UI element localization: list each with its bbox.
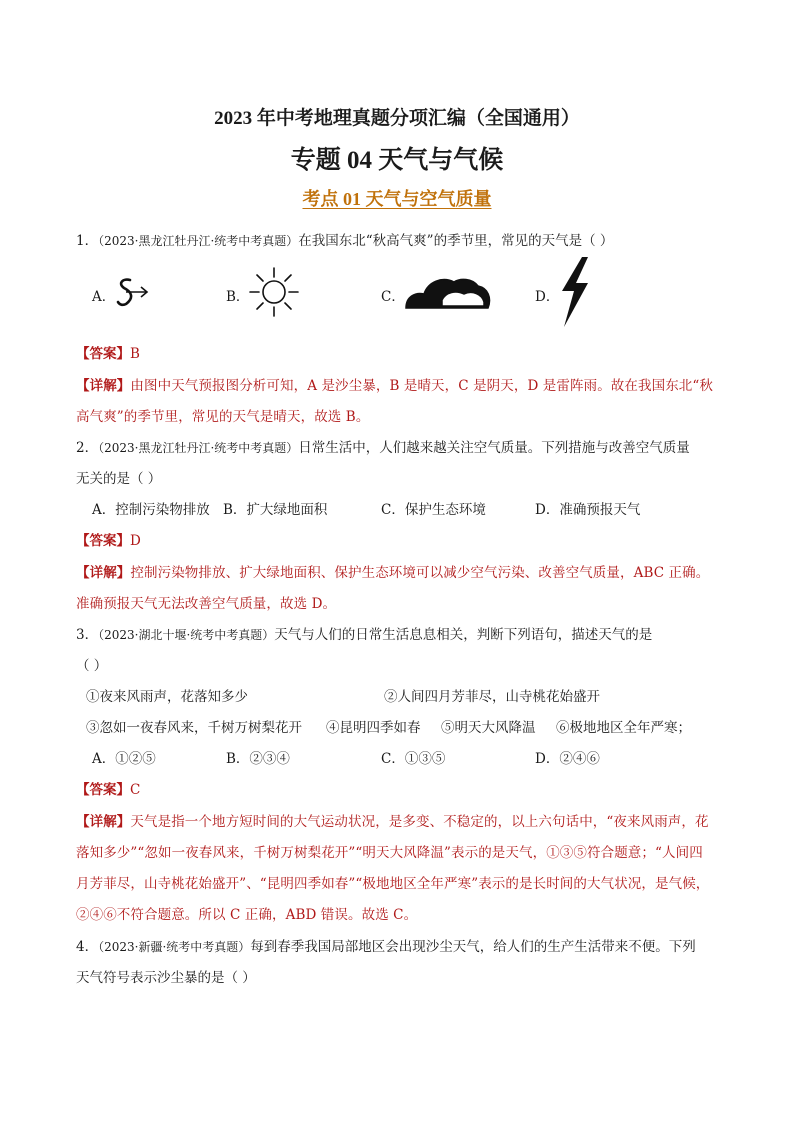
q3-item-2: ②人间四月芳菲尽，山寺桃花始盛开: [384, 689, 600, 705]
detail-text: 天气是指一个地方短时间的大气运动状况，是多变、不稳定的，以上六句话中，“夜来风雨声，花: [130, 814, 709, 830]
question-stem: 每到春季我国局部地区会出现沙尘天气，给人们的生产生活带来不便。下列: [250, 939, 696, 955]
answer-value: B: [130, 346, 140, 362]
q3-option-c: C．①③⑤: [381, 751, 446, 767]
document-title: 2023 年中考地理真题分项汇编（全国通用）: [214, 108, 580, 129]
topic-title: 专题 04 天气与气候: [290, 147, 504, 174]
question-number: 2．: [76, 440, 99, 456]
q2-option-d: D．准确预报天气: [535, 502, 641, 518]
answer-label: 【答案】: [76, 533, 130, 549]
question-source: （2023·黑龙江牡丹江·统考中考真题）: [98, 441, 299, 455]
detail-2-line-2: 准确预报天气无法改善空气质量，故选 D。: [76, 596, 337, 612]
option-c-label: C．: [381, 289, 405, 305]
q3-item-4: ④昆明四季如春: [326, 720, 421, 736]
question-source: （2023·湖北十堰·统考中考真题）: [98, 628, 275, 642]
question-source: （2023·新疆·统考中考真题）: [98, 940, 251, 954]
q3-option-b: B．②③④: [226, 751, 290, 767]
detail-3-line-2: 落知多少”“忽如一夜春风来，千树万树梨花开”“明天大风降温”表示的是天气，①③⑤符合题意；“人间四: [76, 845, 703, 861]
q2-option-b: B．扩大绿地面积: [223, 502, 328, 518]
sunny-icon: [248, 266, 300, 318]
detail-1-line-2: 高气爽”的季节里，常见的天气是晴天，故选 B。: [76, 409, 370, 425]
option-b-label: B．: [226, 289, 250, 305]
answer-2: [76, 529, 141, 549]
detail-text: 控制污染物排放、扩大绿地面积、保护生态环境可以减少空气污染、改善空气质量，ABC 正确。: [130, 565, 710, 581]
q2-option-a: A．控制污染物排放: [92, 502, 210, 518]
question-1: [76, 229, 613, 249]
answer-value: C: [130, 782, 141, 798]
thunderstorm-icon: [556, 255, 592, 329]
question-number: 4．: [76, 939, 99, 955]
q2-option-c: C．保护生态环境: [381, 502, 486, 518]
answer-value: D: [130, 533, 141, 549]
detail-3-line-3: 月芳菲尽，山寺桃花始盛开”、“昆明四季如春”“极地地区全年严寒”表示的是长时间的大气状况，是气候，: [76, 876, 710, 892]
answer-label: 【答案】: [76, 782, 130, 798]
detail-3-line-4: ②④⑥不符合题意。所以 C 正确，ABD 错误。故选 C。: [76, 907, 418, 923]
question-3-line-2: （ ）: [76, 658, 108, 674]
section-title: [0, 185, 794, 211]
q3-option-d: D．②④⑥: [535, 751, 600, 767]
question-number: 3．: [76, 627, 99, 643]
question-stem: 天气与人们的日常生活息息相关，判断下列语句，描述天气的是: [274, 627, 653, 643]
q3-item-5: ⑤明天大风降温: [441, 720, 536, 736]
answer-label: 【答案】: [76, 346, 130, 362]
option-d-label: D．: [535, 289, 560, 305]
section-title-text: 考点 01 天气与空气质量: [302, 189, 492, 209]
detail-label: 【详解】: [76, 565, 131, 581]
q3-item-3: ③忽如一夜春风来，千树万树梨花开: [86, 720, 302, 736]
question-stem: 日常生活中，人们越来越关注空气质量。下列措施与改善空气质量: [298, 440, 690, 456]
q3-item-6: ⑥极地地区全年严寒；: [556, 720, 691, 736]
question-3: [76, 623, 652, 643]
detail-2-line-1: [76, 561, 709, 581]
detail-label: 【详解】: [76, 814, 131, 830]
overcast-icon: [402, 270, 494, 312]
question-2: [76, 436, 690, 456]
question-source: （2023·黑龙江牡丹江·统考中考真题）: [98, 234, 299, 248]
detail-text: 由图中天气预报图分析可知，A 是沙尘暴，B 是晴天，C 是阴天，D 是雷阵雨。故在我国东北“秋: [130, 378, 713, 394]
answer-1: [76, 342, 140, 362]
question-2-line-2: 无关的是（ ）: [76, 471, 162, 487]
question-number: 1．: [76, 233, 99, 249]
sandstorm-icon: [114, 274, 152, 310]
detail-3-line-1: [76, 810, 709, 830]
question-4-line-2: 天气符号表示沙尘暴的是（ ）: [76, 970, 256, 986]
option-a-label: A．: [92, 289, 116, 305]
question-4: [76, 935, 696, 955]
detail-label: 【详解】: [76, 378, 131, 394]
answer-3: [76, 778, 140, 798]
q3-item-1: ①夜来风雨声，花落知多少: [86, 689, 248, 705]
detail-1-line-1: [76, 374, 713, 394]
question-stem: 在我国东北“秋高气爽”的季节里，常见的天气是（ ）: [298, 233, 614, 249]
q3-option-a: A．①②⑤: [92, 751, 156, 767]
